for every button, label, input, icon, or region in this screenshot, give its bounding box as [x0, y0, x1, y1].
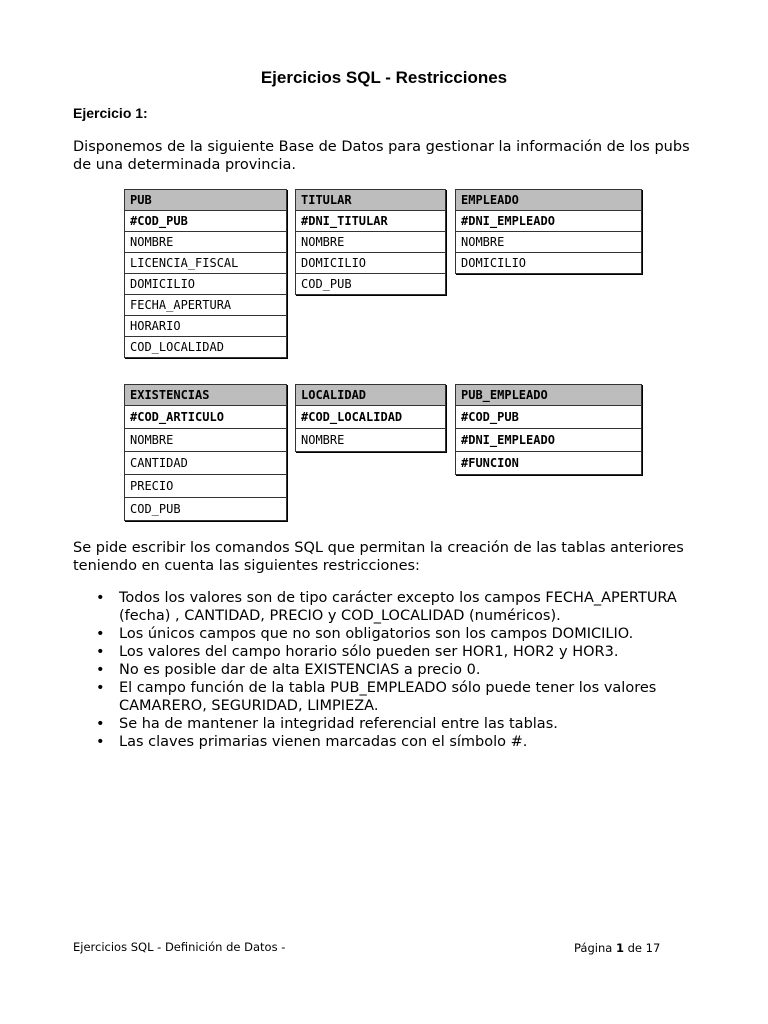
page-of: de	[627, 941, 642, 955]
table-field: NOMBRE	[296, 232, 446, 253]
request-paragraph: Se pide escribir los comandos SQL que permitan la creación de las tablas anteriores teniendo en cuenta las siguientes restricciones:	[73, 540, 684, 574]
table-field: HORARIO	[125, 316, 287, 337]
table-field: NOMBRE	[456, 232, 642, 253]
rule-text: Los únicos campos que no son obligatorios son los campos DOMICILIO.	[119, 626, 634, 642]
bullet-icon: •	[96, 644, 105, 660]
table-field: DOMICILIO	[296, 253, 446, 274]
rule-text: No es posible dar de alta EXISTENCIAS a precio 0.	[119, 662, 481, 678]
list-item	[73, 733, 713, 751]
table-empleado	[455, 189, 642, 274]
table-titular	[295, 189, 446, 295]
bullet-icon: •	[96, 734, 105, 750]
table-localidad	[295, 384, 446, 452]
list-item	[73, 661, 713, 679]
bullet-icon: •	[96, 590, 105, 606]
rule-text: Los valores del campo horario sólo pueden ser HOR1, HOR2 y HOR3.	[119, 644, 619, 660]
page-label: Página	[574, 941, 613, 955]
table-field: LICENCIA_FISCAL	[125, 253, 287, 274]
bullet-icon: •	[96, 716, 105, 732]
table-header: EMPLEADO	[456, 190, 642, 211]
table-pub	[124, 189, 287, 358]
bullet-icon: •	[96, 662, 105, 678]
table-field: COD_PUB	[296, 274, 446, 295]
footer-document-title: Ejercicios SQL - Definición de Datos -	[73, 940, 286, 954]
list-item	[73, 589, 713, 625]
table-field: #DNI_EMPLEADO	[456, 211, 642, 232]
table-header: TITULAR	[296, 190, 446, 211]
table-field: #COD_PUB	[125, 211, 287, 232]
table-field: #COD_ARTICULO	[125, 406, 287, 429]
page-total: 17	[645, 941, 661, 955]
list-item	[73, 715, 713, 733]
rule-text: El campo función de la tabla PUB_EMPLEADO sólo puede tener los valores CAMARERO, SEGURIDAD, LIMPIEZA.	[119, 680, 657, 714]
table-field: #DNI_EMPLEADO	[456, 429, 642, 452]
restrictions-list	[73, 589, 713, 751]
exercise-heading: Ejercicio 1:	[73, 105, 148, 121]
table-field: NOMBRE	[296, 429, 446, 452]
table-field: #COD_LOCALIDAD	[296, 406, 446, 429]
table-header: LOCALIDAD	[296, 385, 446, 406]
table-header: PUB_EMPLEADO	[456, 385, 642, 406]
table-field: #DNI_TITULAR	[296, 211, 446, 232]
table-field: DOMICILIO	[456, 253, 642, 274]
footer-page-number	[574, 941, 660, 955]
table-pub-empleado	[455, 384, 642, 475]
table-existencias	[124, 384, 287, 521]
rule-text: Todos los valores son de tipo carácter excepto los campos FECHA_APERTURA (fecha) , CANTIDAD, PRECIO y COD_LOCALIDAD (numéricos).	[119, 590, 677, 624]
bullet-icon: •	[96, 626, 105, 642]
page-current: 1	[615, 941, 624, 955]
table-field: COD_PUB	[125, 498, 287, 521]
table-field: PRECIO	[125, 475, 287, 498]
table-field: FECHA_APERTURA	[125, 295, 287, 316]
table-field: COD_LOCALIDAD	[125, 337, 287, 358]
table-header: PUB	[125, 190, 287, 211]
table-field: NOMBRE	[125, 429, 287, 452]
rule-text: Se ha de mantener la integridad referencial entre las tablas.	[119, 716, 558, 732]
list-item	[73, 625, 713, 643]
document-title: Ejercicios SQL - Restricciones	[260, 68, 508, 87]
rule-text: Las claves primarias vienen marcadas con el símbolo #.	[119, 734, 528, 750]
table-field: NOMBRE	[125, 232, 287, 253]
list-item	[73, 643, 713, 661]
bullet-icon: •	[96, 680, 105, 696]
table-field: #FUNCION	[456, 452, 642, 475]
table-field: CANTIDAD	[125, 452, 287, 475]
table-header: EXISTENCIAS	[125, 385, 287, 406]
intro-paragraph: Disponemos de la siguiente Base de Datos para gestionar la información de los pubs de una determinada provincia.	[73, 139, 690, 173]
table-field: #COD_PUB	[456, 406, 642, 429]
table-field: DOMICILIO	[125, 274, 287, 295]
list-item	[73, 679, 713, 715]
